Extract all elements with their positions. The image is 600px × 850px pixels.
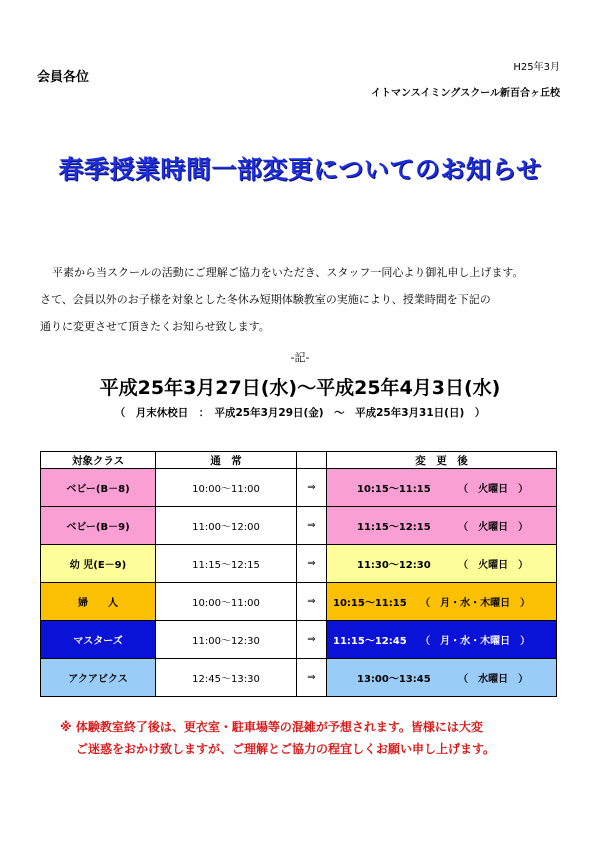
- changed-cell: [327, 583, 557, 621]
- body-text: [40, 259, 580, 340]
- changed-cell: [327, 621, 557, 659]
- changed-cell: [327, 659, 557, 697]
- body-line-2: さて、会員以外のお子様を対象とした冬休み短期体験教室の実施により、授業時間を下記の: [40, 293, 491, 306]
- arrow-cell: ⇒: [297, 507, 327, 545]
- arrow-cell: ⇒: [297, 621, 327, 659]
- table-row: [41, 469, 557, 507]
- ki-marker: -記-: [290, 351, 310, 364]
- normal-time-cell: 11:00～12:00: [156, 507, 297, 545]
- class-cell: 婦 人: [41, 583, 156, 621]
- normal-time-cell: 12:45～13:30: [156, 659, 297, 697]
- note-line-2: ご迷惑をおかけ致しますが、ご理解とご協力の程宜しくお願い申し上げます。: [76, 742, 496, 756]
- arrow-cell: ⇒: [297, 545, 327, 583]
- changed-cell: [327, 507, 557, 545]
- change-period: 平成25年3月27日(水)～平成25年4月3日(水): [99, 377, 501, 399]
- schedule-table: [40, 451, 557, 697]
- changed-day: （ 月・水・木曜日 ）: [420, 598, 531, 609]
- changed-time: 11:15～12:45: [333, 636, 407, 647]
- issue-date: H25年3月: [513, 62, 560, 73]
- header-normal: 通 常: [156, 452, 297, 469]
- class-cell: マスターズ: [41, 621, 156, 659]
- changed-time: 11:30～12:30: [357, 560, 431, 571]
- changed-day: （ 月・水・木曜日 ）: [420, 636, 531, 647]
- class-cell: ベビー(B－8): [41, 469, 156, 507]
- header-arrow: [297, 452, 327, 469]
- changed-cell: [327, 469, 557, 507]
- changed-day: （ 火曜日 ）: [458, 560, 529, 571]
- arrow-cell: ⇒: [297, 659, 327, 697]
- caution-note: [60, 716, 580, 760]
- normal-time-cell: 10:00～11:00: [156, 469, 297, 507]
- normal-time-cell: 11:15～12:15: [156, 545, 297, 583]
- changed-day: （ 火曜日 ）: [458, 484, 529, 495]
- addressee: 会員各位: [37, 70, 90, 85]
- changed-time: 10:15～11:15: [357, 484, 431, 495]
- body-line-3: 通りに変更させて頂きたくお知らせ致します。: [40, 320, 270, 333]
- normal-time-cell: 10:00～11:00: [156, 583, 297, 621]
- class-cell: 幼 児(E－9): [41, 545, 156, 583]
- table-row: [41, 583, 557, 621]
- note-line-1: ※ 体験教室終了後は、更衣室・駐車場等の混雑が予想されます。皆様には大変: [60, 720, 483, 734]
- header-changed: 変 更 後: [327, 452, 557, 469]
- changed-day: （ 水曜日 ）: [458, 674, 529, 685]
- changed-time: 13:00～13:45: [357, 674, 431, 685]
- body-line-1: 平素から当スクールの活動にご理解ご協力をいただき、スタッフ一同心より御礼申し上げます。: [52, 266, 524, 279]
- table-row: [41, 545, 557, 583]
- changed-time: 11:15～12:15: [357, 522, 431, 533]
- changed-cell: [327, 545, 557, 583]
- header-class: 対象クラス: [41, 452, 156, 469]
- table-header-row: [41, 452, 557, 469]
- arrow-cell: ⇒: [297, 583, 327, 621]
- changed-time: 10:15～11:15: [333, 598, 407, 609]
- class-cell: ベビー(B－9): [41, 507, 156, 545]
- table-row: [41, 621, 557, 659]
- school-name: イトマンスイミングスクール新百合ヶ丘校: [371, 88, 560, 99]
- notice-title: 春季授業時間一部変更についてのお知らせ: [58, 155, 542, 184]
- changed-day: （ 火曜日 ）: [458, 522, 529, 533]
- arrow-cell: ⇒: [297, 469, 327, 507]
- table-row: [41, 659, 557, 697]
- class-cell: アクアビクス: [41, 659, 156, 697]
- holiday-note: （ 月末休校日 ： 平成25年3月29日(金) ～ 平成25年3月31日(日) ）: [114, 407, 486, 419]
- normal-time-cell: 11:00～12:30: [156, 621, 297, 659]
- table-row: [41, 507, 557, 545]
